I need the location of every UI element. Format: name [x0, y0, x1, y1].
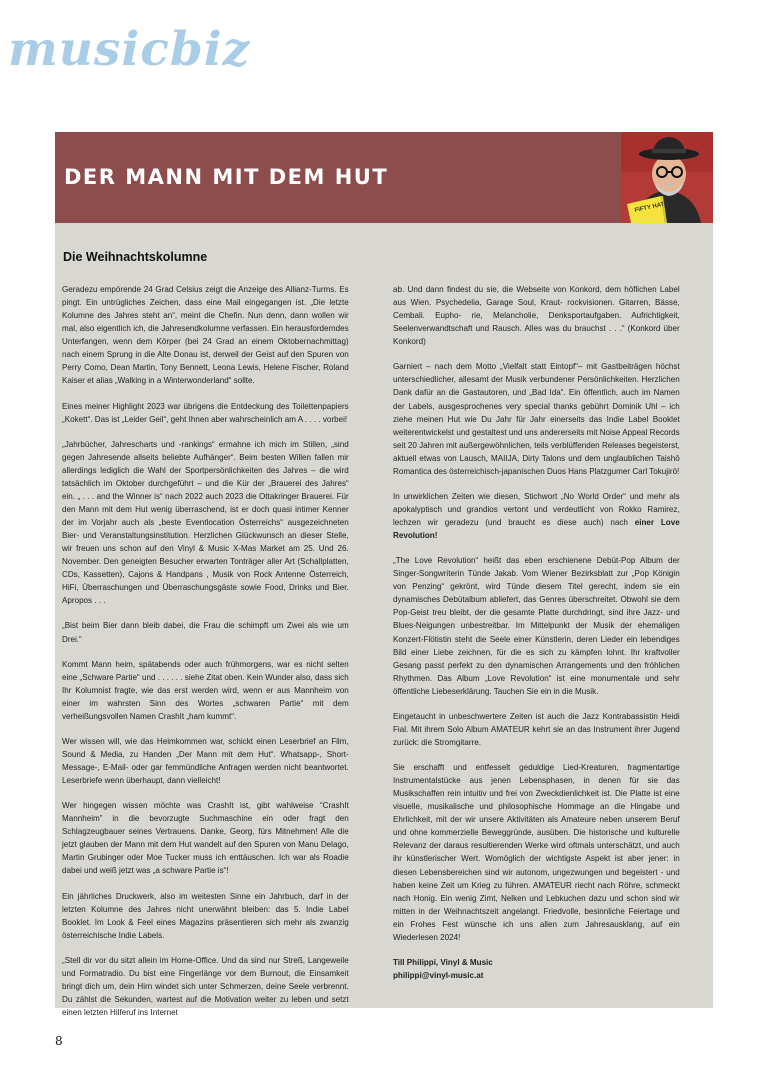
right-text-column: [393, 283, 680, 982]
paragraph: Kommt Mann heim, spätabends oder auch frühmorgens, war es nicht selten eine „Schware Partie“ und . . . . . . siehe Zitat oben. Kein Wunder also, dass sich Ihr Kolumnist fragte, wie das erst werden wird, wenn er aus Mannheim von einer im wahrsten Sinn des Wortes „schwaren Partie“ mit dem verheißungsvollen Namen CrashIt „ham kummt“.: [62, 658, 349, 721]
magazine-logo: musicbiz: [8, 22, 251, 77]
paragraph: „Jahrbücher, Jahrescharts und -rankings“ ermahne ich mich im Stillen, „sind gegen Jahresende allseits beliebte Aufhänger“. Beim besten Willen fallen mir allerdings lediglich die Wahl der Sportpersönlichkeiten des Jahres – die wird tatsächlich im Oktober durchgeführt – und die Kür der „Brauerei des Jahres“ ein. „ . . . and the Winner is“ nach 2022 auch 2023 die Ottakringer Brauerei. Für den Mann mit dem Hut wenig überraschend, ist er doch quasi intimer Kenner der im Vorjahr auch als „beste Eventlocation Österreichs“ ausgezeichneten Bier- und Veranstaltungsinstitution. Herzlichen Glückwunsch an dieser Stelle, wir freuen uns schon auf den Vinyl & Music X-Mas Market am 25. Und 26. November. Den geneigten Besucher erwarten Tonträger aller Art (Schallplatten, CDs, Kassetten), Cajons & Handpans , Musik von Rock Antenne Österreich, HiFi, Überraschungen und Überraschungsgäste sowie Food, Drinks und Bier. Apropos . . .: [62, 438, 349, 606]
paragraph: Eingetaucht in unbeschwertere Zeiten ist auch die Jazz Kontrabassistin Heidi Fial. Mit ihrem Solo Album AMATEUR kehrt sie an das Instrument ihrer Jugend zurück: die Stromgitarre.: [393, 710, 680, 747]
author-photo-illustration: [621, 132, 713, 223]
column-title: DER MANN MIT DEM HUT: [64, 165, 389, 189]
paragraph: Wer wissen will, wie das Heimkommen war, schickt einen Leserbrief an Film, Sound & Media, zu Handen „Der Mann mit dem Hut“. Whatsapp-, Short-Message-, E-Mail- oder gar femmündliche Anfragen werden nicht beantwortet. Leserbriefe wenn überhaupt, dann vielleicht!: [62, 735, 349, 786]
love-revolution-highlight: einer Love Revolution!: [393, 517, 680, 541]
paragraph: „The Love Revolution“ heißt das eben erschienene Debüt-Pop Album der Singer-Songwriterin Tünde Jakab. Vom Wiener Bezirksblatt zur „Pop Königin von Penzing“ gekrönt, wird Tünde diesem Titel gerecht, indem sie ein dynamisches Debütalbum abliefert, das Genres überschreitet. Obwohl sie dem Pop-Geist treu bleibt, der die gesamte Platte durchdringt, sind ihre Jazz- und Blues-Neigungen unbestreitbar. Im Mittelpunkt der Musik der ehemaligen Konzert-Flötistin steht die Seele einer Künstlerin, deren Lieder ein lebendiges Bild einer Liebe zeichnen, für die es sich zu kämpfen lohnt. Ihr kraftvoller Gesang passt perfekt zu den dynamischen Arrangements und den fröhlichen Rhythmen. Das Album „Love Revolution“ ist eine monumentale und sehr öffentliche Liebeserklärung. Tauchen Sie ein in die Musik.: [393, 555, 680, 696]
paragraph: Sie erschafft und entfesselt geduldige Lied-Kreaturen, fragmentartige Instrumentalstücke aus jenen Lebensphasen, in denen für sie das Musikschaffen rein intuitiv und frei von Zweckdienlichkeit ist. Die Platte ist eine visuelle, musikalische und philosophische Hommage an die Hingabe und Ehrlichkeit, mit der wir unsere Aktivitäten als Amateure neben unserem Beruf und ohne kommerzielle Beweggründe, ausüben. Die historische und kulturelle Relevanz der daraus resultierenden Werke wird oftmals unterschätzt, und auch ihr künstlerischer Wert. Womöglich der wichtigste Aspekt ist aber jener: in diesen Lebensbereichen sind wir autonom, ungezwungen und begeistert - und haben keine Zeit um Krieg zu führen. AMATEUR riecht nach Röhre, schmeckt nach Honig. Ein wenig Zimt, Nelken und Lebkuchen dazu und schon sind wir mitten in der Weihnachtszeit angelangt. Friedvolle, besinnliche Feiertage und ein Frohes Fest wünsche ich uns allen zum Jahresausklang, auf ein Wiederlesen 2024!: [393, 762, 680, 942]
paragraph-text: In unwirklichen Zeiten wie diesen, Stichwort „No World Order“ und mehr als apokalyptisch und grandios vertont und verdeutlicht von Rokko Ramirez, lechzen wir geradezu (und braucht es diese auch) nach: [393, 490, 680, 527]
page-number: 8: [55, 1034, 63, 1048]
paragraph: ab. Und dann findest du sie, die Webseite von Konkord, dem höflichen Label aus Wien. Psychedelia, Garage Soul, Kraut- rockvisionen. Gitarren, Bässe, Cembali. Eupho- rie, Melancholie, Denksportaufgaben. Aufrichtigkeit, Seelenverwandtschaft und Rausch. Alles was du brauchst . . .“ (Konkord über Konkord): [393, 284, 680, 347]
paragraph: Wer hingegen wissen möchte was CrashIt ist, gibt wahlweise “CrashIt Mannheim” in die bevorzugte Suchmaschine ein oder fragt den Schlagzeugbauer seines Vertrauens. Danke, Georg, fürs Mitnehmen! Alle die jetzt glauben der Mann mit dem Hut wandelt auf den Spuren von Manu Delago, Martin Grubinger oder Moe Tucker muss ich enttäuschen. Ich war als Roadie dabei und weiß jetzt was „a schware Partie is“!: [62, 800, 349, 876]
header-band: [55, 132, 713, 223]
column-panel: [55, 132, 713, 1017]
left-text-column: [62, 283, 349, 1031]
paragraph: [393, 490, 680, 542]
paragraph: Ein jährliches Druckwerk, also im weitesten Sinne ein Jahrbuch, darf in der letzten Kolumne des Jahres nicht unerwähnt bleiben: das 5. Indie Label Booklet. Im Look & Feel eines Magazins präsentieren sich mehr als zwanzig österreichische Indie Labels.: [62, 890, 349, 940]
author-portrait: [621, 132, 713, 223]
author-signature: [393, 956, 680, 982]
book-cover-text: FIFTY HATS: [634, 200, 669, 214]
author-name: Till Philippi, Vinyl & Music: [393, 956, 493, 967]
paragraph: „Bist beim Bier dann bleib dabei, die Frau die schimpft um Zwei als wie um Drei.“: [62, 620, 349, 644]
author-email: philippi@vinyl-music.at: [393, 969, 484, 980]
paragraph: Eines meiner Highlight 2023 war übrigens die Entdeckung des Toilettenpapiers „Kokett“. Das ist „Leider Geil“, geht Ihnen aber wahrscheinlich am A . . . . vorbei!: [62, 400, 349, 424]
column-kicker: Die Weihnachtskolumne: [63, 250, 208, 264]
paragraph: Geradezu empörende 24 Grad Celsius zeigt die Anzeige des Allianz-Turms. Es pingt. Ein untrügliches Zeichen, dass eine Mail eingegangen ist. „Die letzte Kolumne des Jahres steht an“, meint die Chefin. Nun denn, dann wollen wir mal, also eigentlich ich, die Jahresendkolumne verfassen. Ein herausforderndes Unterfangen, wenn dem Körper (bei 24 Grad an einem Oktobernachmittag) nach einem Sprung in die Alte Donau ist, derweil der Geist auf den Spuren von Perry Como, Dean Martin, Tony Bennett, Leona Lewis, Helene Fischer, Roland Kaiser et alias „Walking in a Winterwonderland“ sollte.: [62, 284, 349, 386]
paragraph: „Stell dir vor du sitzt allein im Home-Office. Und da sind nur Streß, Langeweile und Formatradio. Du bist eine Fingerlänge vor dem Burnout, die Einsamkeit bringt dich um, dein Hirn windet sich unter Schmerzen, deine Seele verbrennt. Du zählst die Sekunden, wartest auf die Motivation weiter zu leben und setzt einen letzten Hilferuf ins Internet: [62, 954, 349, 1017]
paragraph: Garniert – nach dem Motto „Vielfalt statt Eintopf“– mit Gastbeiträgen höchst unterschiedlicher, allesamt der Musik verbundener Persönlichkeiten. Herzlichen Dank dafür an die Gastautoren, und „Bad Ida“. Ein öffentlich, auch im Namen der Labels, ausgesprochenes very special thanks gebührt Dominik Uhl – ich ziehe meinen Hut wie Du Jahr für Jahr einerseits das Indie Label Booklet weiterentwickelst und gestaltest und uns andererseits mit Noise Appeal Records seit 20 Jahren mit außergewöhnlichen, teils verblüffenden Releases begeisterst, aktuell etwas von Lausch, MAIIJA, Dirty Talons und dem unglaublichen Taishō Romantica des österreichisch-japanischen Duos Hans Platzgumer Carl Tokujirō!: [393, 361, 680, 476]
